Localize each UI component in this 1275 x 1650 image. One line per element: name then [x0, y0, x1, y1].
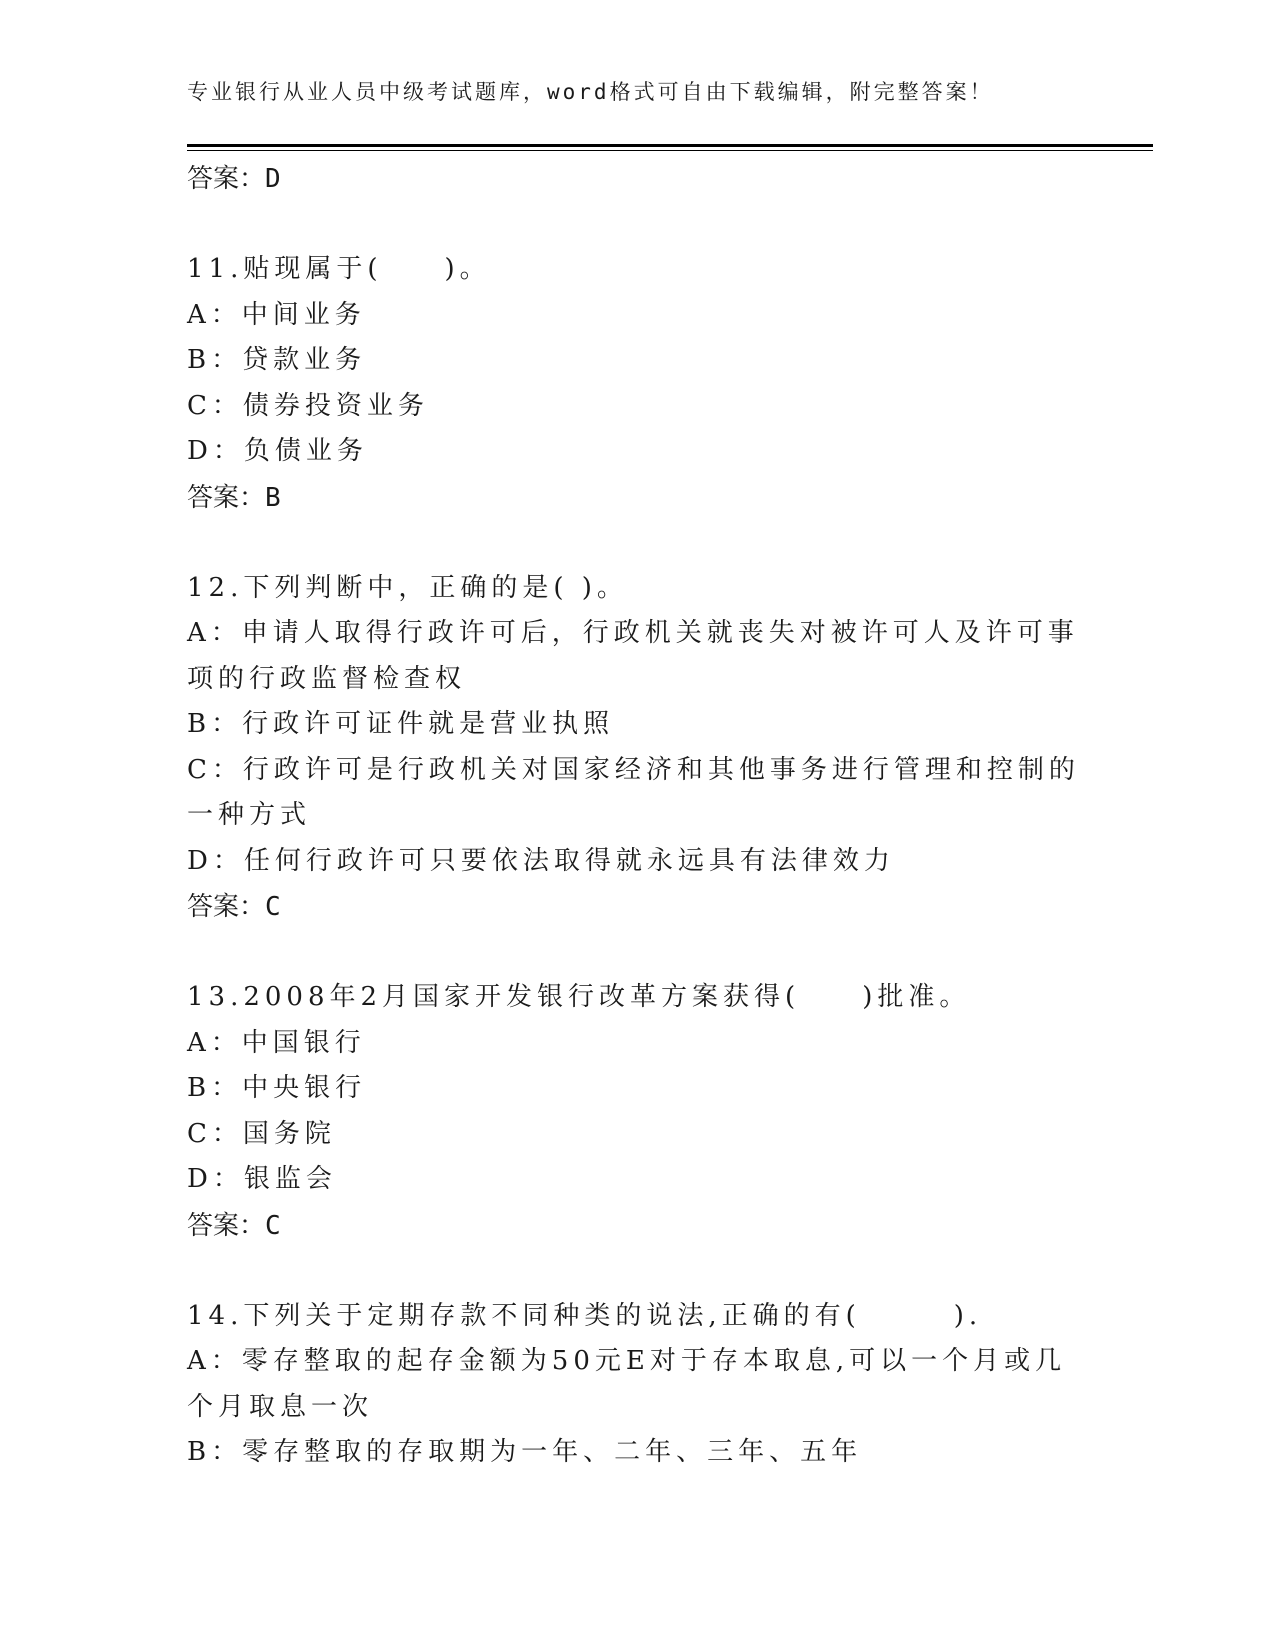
page-header: 专业银行从业人员中级考试题库，word格式可自由下载编辑，附完整答案！: [187, 80, 994, 104]
option-a: A：中间业务: [187, 299, 366, 330]
header-rule-thin: [187, 150, 1153, 151]
option-b: B：行政许可证件就是营业执照: [187, 709, 615, 739]
option-b: B：中央银行: [187, 1073, 367, 1103]
question-stem: 14.下列关于定期存款不同种类的说法,正确的有( ).: [187, 1300, 983, 1331]
question-stem: 11.贴现属于( )。: [187, 254, 491, 284]
question-block: [187, 1294, 1087, 1476]
option-d: D：银监会: [187, 1164, 337, 1194]
question-block: [187, 247, 1087, 521]
option-d: D：负债业务: [187, 436, 368, 466]
option-b: B：贷款业务: [187, 345, 367, 375]
question-block: [187, 975, 1087, 1249]
answer-line: 答案：C: [187, 1210, 281, 1241]
option-c: C：债券投资业务: [187, 390, 429, 421]
question-stem: 12.下列判断中，正确的是( )。: [187, 572, 628, 603]
option-d: D：任何行政许可只要依法取得就永远具有法律效力: [187, 845, 895, 876]
option-b: B：零存整取的存取期为一年、二年、三年、五年: [187, 1437, 863, 1467]
option-c: C：行政许可是行政机关对国家经济和其他事务进行管理和控制的一种方式: [187, 754, 1080, 830]
header-rule-thick: [187, 144, 1153, 147]
option-a: A：中国银行: [187, 1027, 366, 1058]
question-stem: 13.2008年2月国家开发银行改革方案获得( )批准。: [187, 982, 971, 1012]
document-body: [187, 156, 1087, 1476]
question-block: [187, 566, 1087, 931]
option-c: C：国务院: [187, 1118, 336, 1149]
option-a: A：申请人取得行政许可后，行政机关就丧失对被许可人及许可事项的行政监督检查权: [187, 618, 1079, 694]
answer-line: 答案：C: [187, 892, 281, 922]
answer-line: 答案：B: [187, 482, 281, 513]
answer-line: 答案：D: [187, 164, 281, 194]
option-a: A：零存整取的起存金额为50元E对于存本取息,可以一个月或几个月取息一次: [187, 1346, 1067, 1422]
